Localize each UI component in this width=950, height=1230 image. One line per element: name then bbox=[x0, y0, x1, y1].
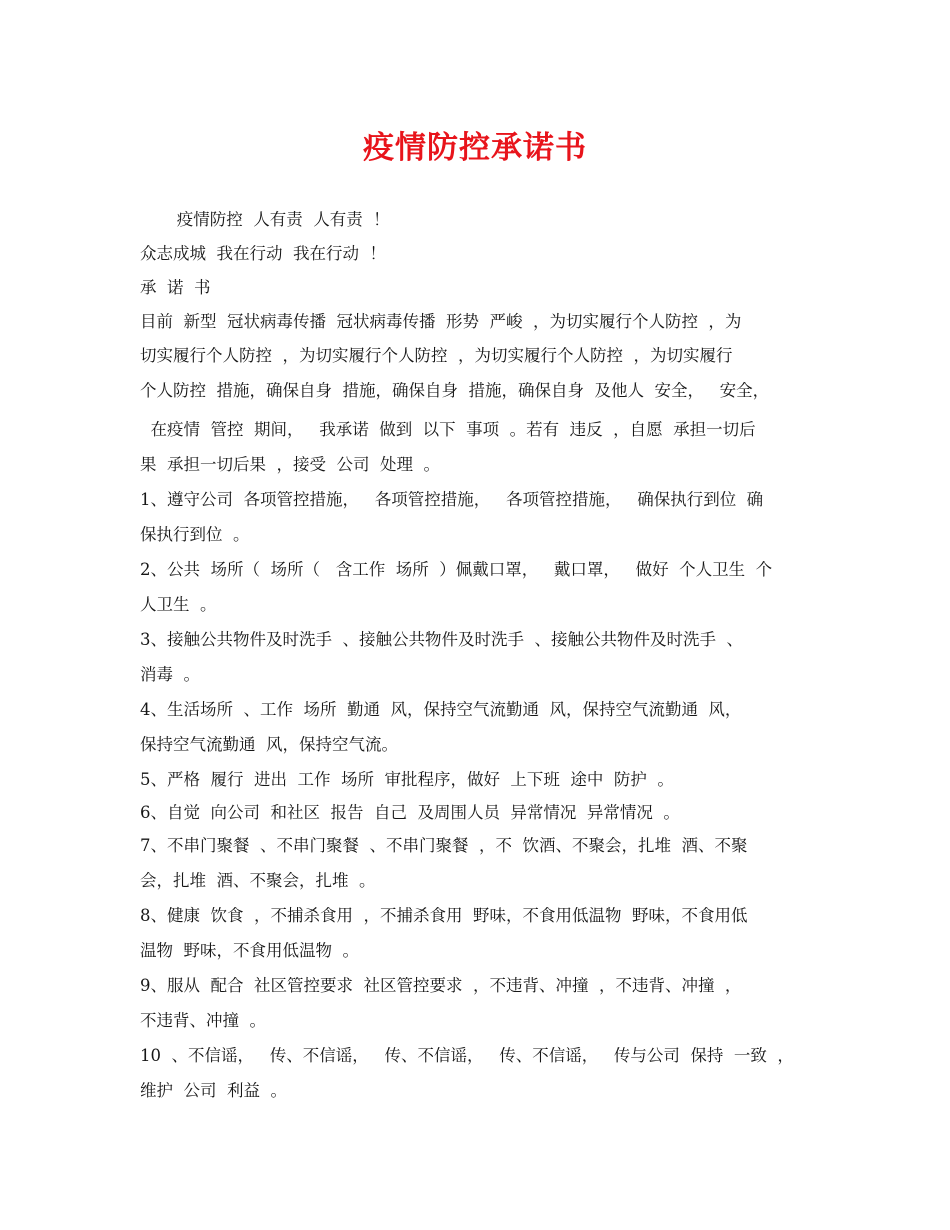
body-line-8: 果 承担一切后果 ，接受 公司 处理 。 bbox=[140, 455, 440, 474]
item-6-line-1: 6、自觉 向公司 和社区 报告 自己 及周围人员 异常情况 异常情况 。 bbox=[140, 803, 680, 822]
item-3-line-2: 消毒 。 bbox=[140, 665, 200, 684]
body-line-3: 承 诺 书 bbox=[140, 278, 211, 297]
item-9-line-2: 不违背、冲撞 。 bbox=[140, 1011, 266, 1030]
item-5-line-1: 5、严格 履行 进出 工作 场所 审批程序，做好 上下班 途中 防护 。 bbox=[140, 770, 674, 789]
body-line-5: 切实履行个人防控 ，为切实履行个人防控 ，为切实履行个人防控 ，为切实履行 bbox=[140, 346, 733, 365]
body-line-1: 疫情防控 人有责 人有责 ！ bbox=[140, 210, 390, 229]
item-1-line-1: 1、遵守公司 各项管控措施， 各项管控措施， 各项管控措施， 确保执行到位 确 bbox=[140, 490, 764, 509]
item-8-line-1: 8、健康 饮食 ，不捕杀食用 ，不捕杀食用 野味，不食用低温物 野味，不食用低 bbox=[140, 906, 748, 925]
item-7-line-1: 7、不串门聚餐 、不串门聚餐 、不串门聚餐 ，不 饮酒、不聚会，扎堆 酒、不聚 bbox=[140, 836, 748, 855]
item-7-line-2: 会，扎堆 酒、不聚会，扎堆 。 bbox=[140, 871, 376, 890]
body-line-6: 个人防控 措施，确保自身 措施，确保自身 措施，确保自身 及他人 安全， 安全， bbox=[140, 381, 770, 400]
item-2-line-2: 人卫生 。 bbox=[140, 595, 217, 614]
item-4-line-1: 4、生活场所 、工作 场所 勤通 风，保持空气流勤通 风，保持空气流勤通 风， bbox=[140, 700, 742, 719]
item-3-line-1: 3、接触公共物件及时洗手 、接触公共物件及时洗手 、接触公共物件及时洗手 、 bbox=[140, 630, 743, 649]
item-8-line-2: 温物 野味，不食用低温物 。 bbox=[140, 941, 359, 960]
item-9-line-1: 9、服从 配合 社区管控要求 社区管控要求 ，不违背、冲撞 ，不违背、冲撞 ， bbox=[140, 976, 742, 995]
item-1-line-2: 保执行到位 。 bbox=[140, 525, 250, 544]
body-line-4: 目前 新型 冠状病毒传播 冠状病毒传播 形势 严峻 ，为切实履行个人防控 ，为 bbox=[140, 312, 742, 331]
body-line-2: 众志成城 我在行动 我在行动 ！ bbox=[140, 244, 386, 263]
document-title: 疫情防控承诺书 bbox=[363, 130, 587, 166]
item-10-line-2: 维护 公司 利益 。 bbox=[140, 1081, 287, 1100]
item-10-line-1: 10 、不信谣， 传、不信谣， 传、不信谣， 传、不信谣， 传与公司 保持 一致 ， bbox=[140, 1046, 794, 1065]
item-2-line-1: 2、公共 场所（ 场所（ 含工作 场所 ）佩戴口罩， 戴口罩， 做好 个人卫生 个 bbox=[140, 560, 773, 579]
item-4-line-2: 保持空气流勤通 风，保持空气流。 bbox=[140, 735, 398, 754]
body-line-7: 在疫情 管控 期间， 我承诺 做到 以下 事项 。若有 违反 ，自愿 承担一切后 bbox=[140, 420, 756, 439]
